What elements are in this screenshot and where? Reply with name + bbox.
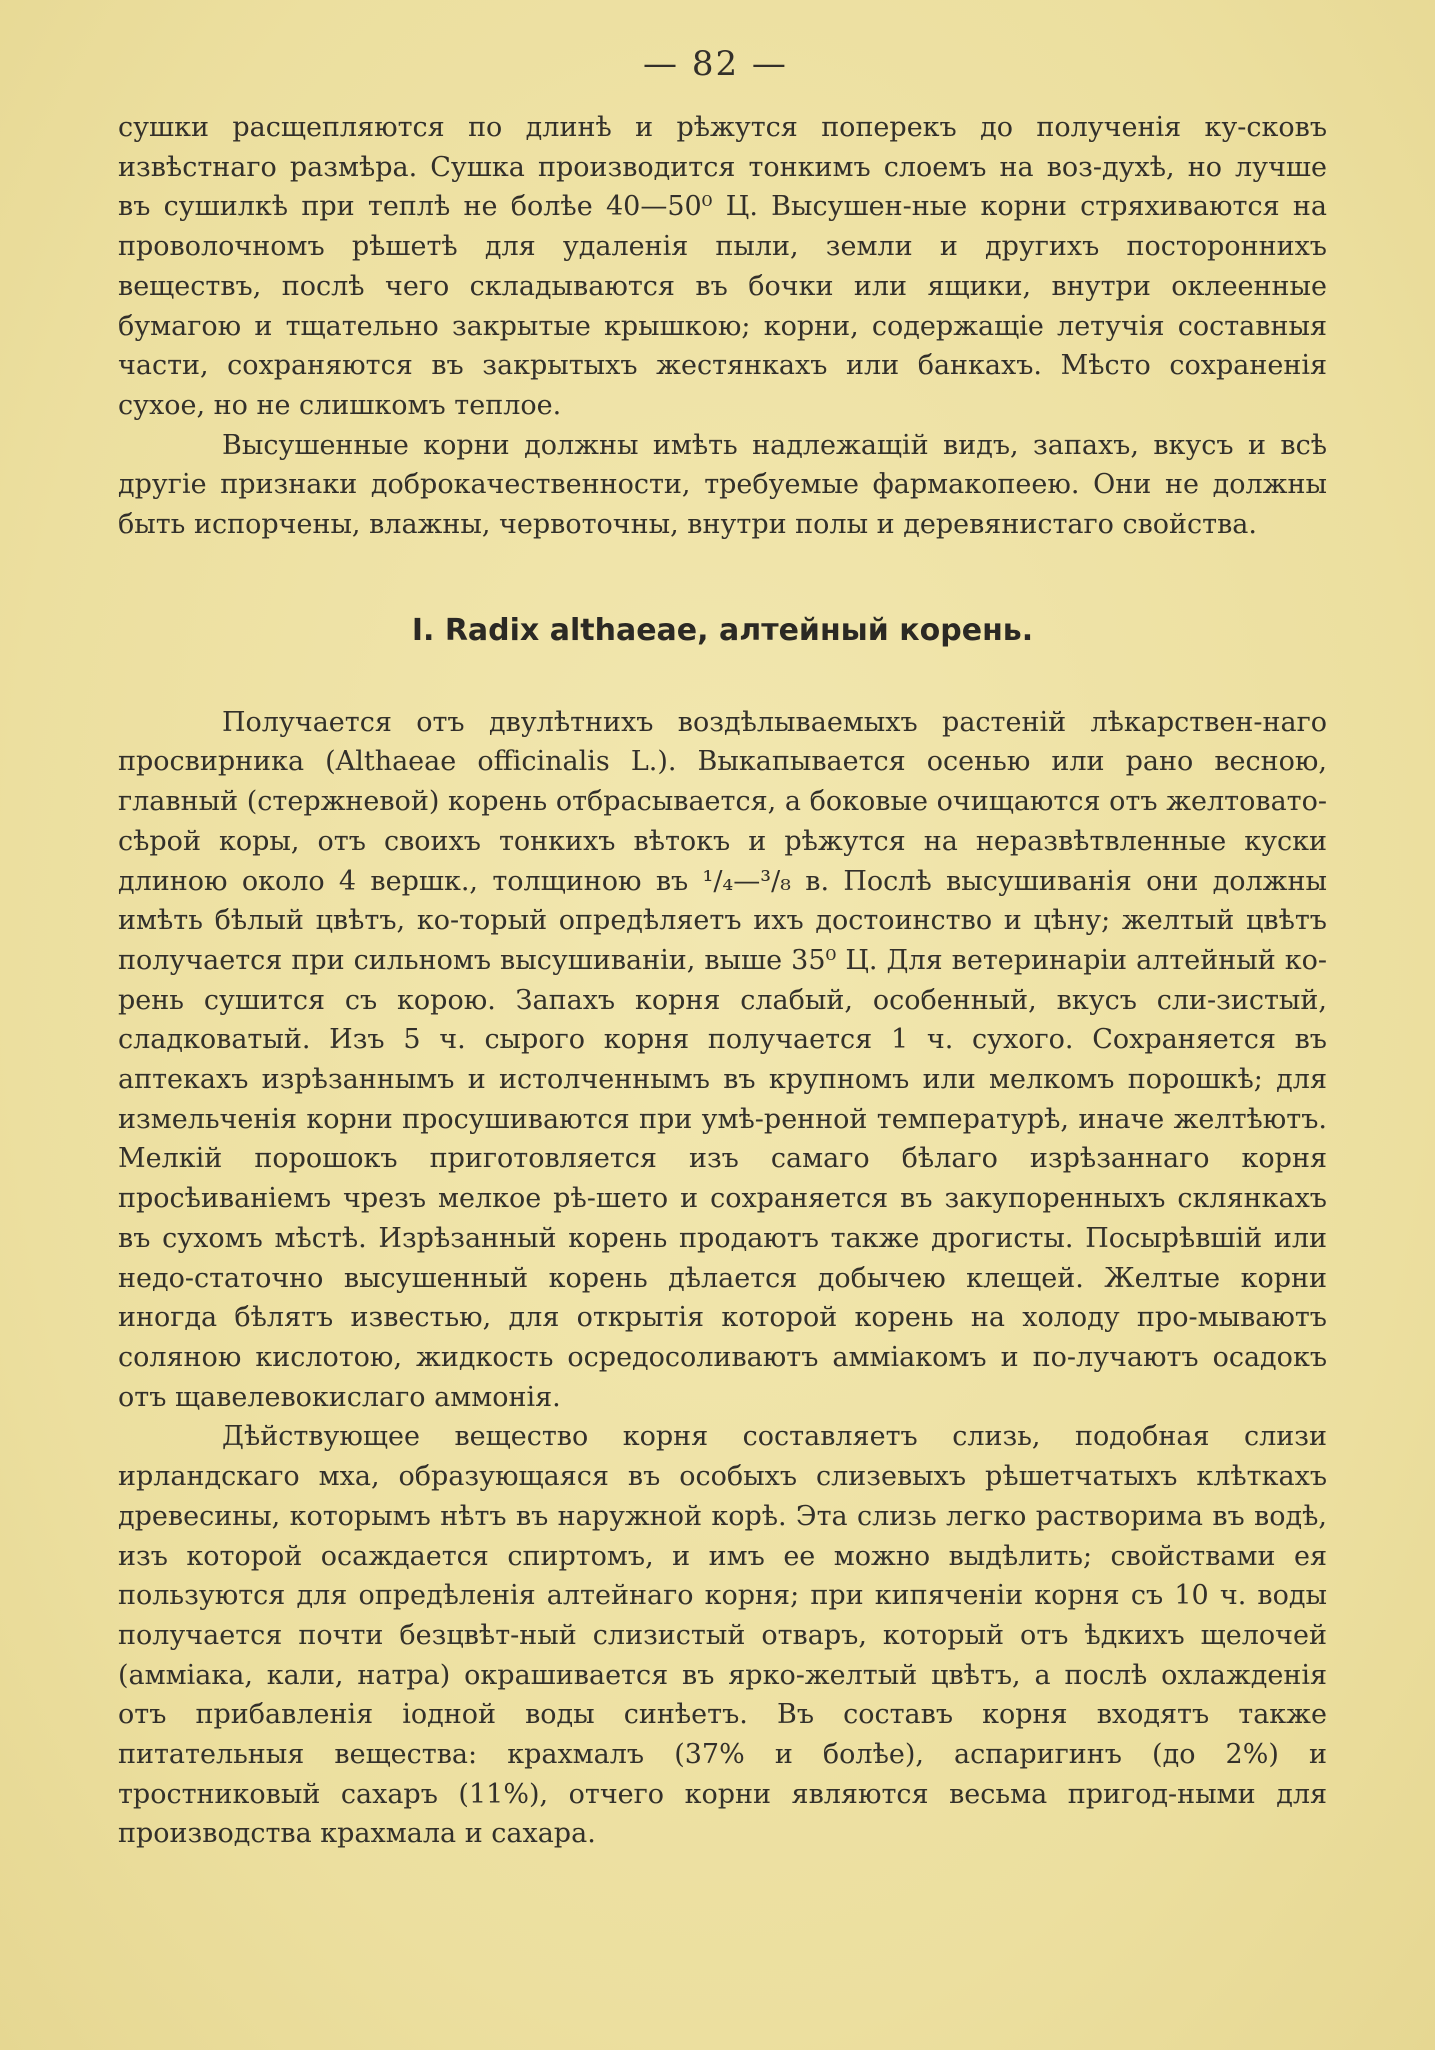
section-spacer — [118, 545, 1327, 611]
paragraph-quality: Высушенные корни должны имѣть надлежащій видъ, запахъ, вкусъ и всѣ другіе признаки доброкачественности, требуемые фармакопеею. Они не должны быть испорчены, влажны, червоточны, внутри полы и деревянистаго свойства. — [118, 429, 1327, 541]
paragraph-drying: сушки расщепляются по длинѣ и рѣжутся поперекъ до полученія ку-сковъ извѣстнаго размѣра. Сушка производится тонкимъ слоемъ на воз-духѣ, но лучше въ сушилкѣ при теплѣ не болѣе 40—50⁰ Ц. Высушен-ные корни стряхиваются на проволочномъ рѣшетѣ для удаленія пыли, земли и другихъ постороннихъ веществъ, послѣ чего складываются въ бочки или ящики, внутри оклеенные бумагою и тщательно закрытые крышкою; корни, содержащіе летучія составныя части, сохраняются въ закрытыхъ жестянкахъ или банкахъ. Мѣсто сохраненія сухое, но не слишкомъ теплое. — [118, 112, 1327, 421]
section-heading: I. Radix althaeae, алтейный корень. — [411, 612, 1034, 648]
paragraph-althaea-action: Дѣйствующее вещество корня составляетъ слизь, подобная слизи ирландскаго мха, образующаяся въ особыхъ слизевыхъ рѣшетчатыхъ клѣткахъ древесины, которымъ нѣтъ въ наружной корѣ. Эта слизь легко растворима въ водѣ, изъ которой осаждается спиртомъ, и имъ ее можно выдѣлить; свойствами ея пользуются для опредѣленія алтейнаго корня; при кипяченіи корня съ 10 ч. воды получается почти безцвѣт-ный слизистый отваръ, который отъ ѣдкихъ щелочей (аммiака, кали, натра) окрашивается въ ярко-желтый цвѣтъ, а послѣ охлажденія отъ прибавленія іодной воды синѣетъ. Въ составъ корня входятъ также питательныя вещества: крахмалъ (37% и болѣе), аспаригинъ (до 2%) и тростниковый сахаръ (11%), отчего корни являются весьма пригод-ными для производства крахмала и сахара. — [118, 1421, 1327, 1850]
page-number: — 82 — — [643, 44, 788, 84]
paragraph-althaea-description: Получается отъ двулѣтнихъ воздѣлываемыхъ растеній лѣкарствен-наго просвирника (Althaeae officinalis L.). Выкапывается осенью или рано весною, главный (стержневой) корень отбрасывается, а боковые очищаются отъ желтовато-сѣрой коры, отъ своихъ тонкихъ вѣтокъ и рѣжутся на неразвѣтвленные куски длиною около 4 вершк., толщиною въ ¹/₄—³/₈ в. Послѣ высушиванія они должны имѣть бѣлый цвѣтъ, ко-торый опредѣляетъ ихъ достоинство и цѣну; желтый цвѣтъ получается при сильномъ высушиваніи, выше 35⁰ Ц. Для ветеринаріи алтейный ко-рень сушится съ корою. Запахъ корня слабый, особенный, вкусъ сли-зистый, сладковатый. Изъ 5 ч. сырого корня получается 1 ч. сухого. Сохраняется въ аптекахъ изрѣзаннымъ и истолченнымъ въ крупномъ или мелкомъ порошкѣ; для измельченія корни просушиваются при умѣ-ренной температурѣ, иначе желтѣютъ. Мелкій порошокъ приготовляется изъ самаго бѣлаго изрѣзаннаго корня просѣиваніемъ чрезъ мелкое рѣ-шето и сохраняется въ закупоренныхъ склянкахъ въ сухомъ мѣстѣ. Изрѣзанный корень продаютъ также дрогисты. Посырѣвшій или недо-статочно высушенный корень дѣлается добычею клещей. Желтые корни иногда бѣлятъ известью, для открытія которой корень на холоду про-мываютъ соляною кислотою, жидкость осредосоливаютъ аммiакомъ и по-лучаютъ осадокъ отъ щавелевокислаго аммонія. — [118, 706, 1327, 1413]
